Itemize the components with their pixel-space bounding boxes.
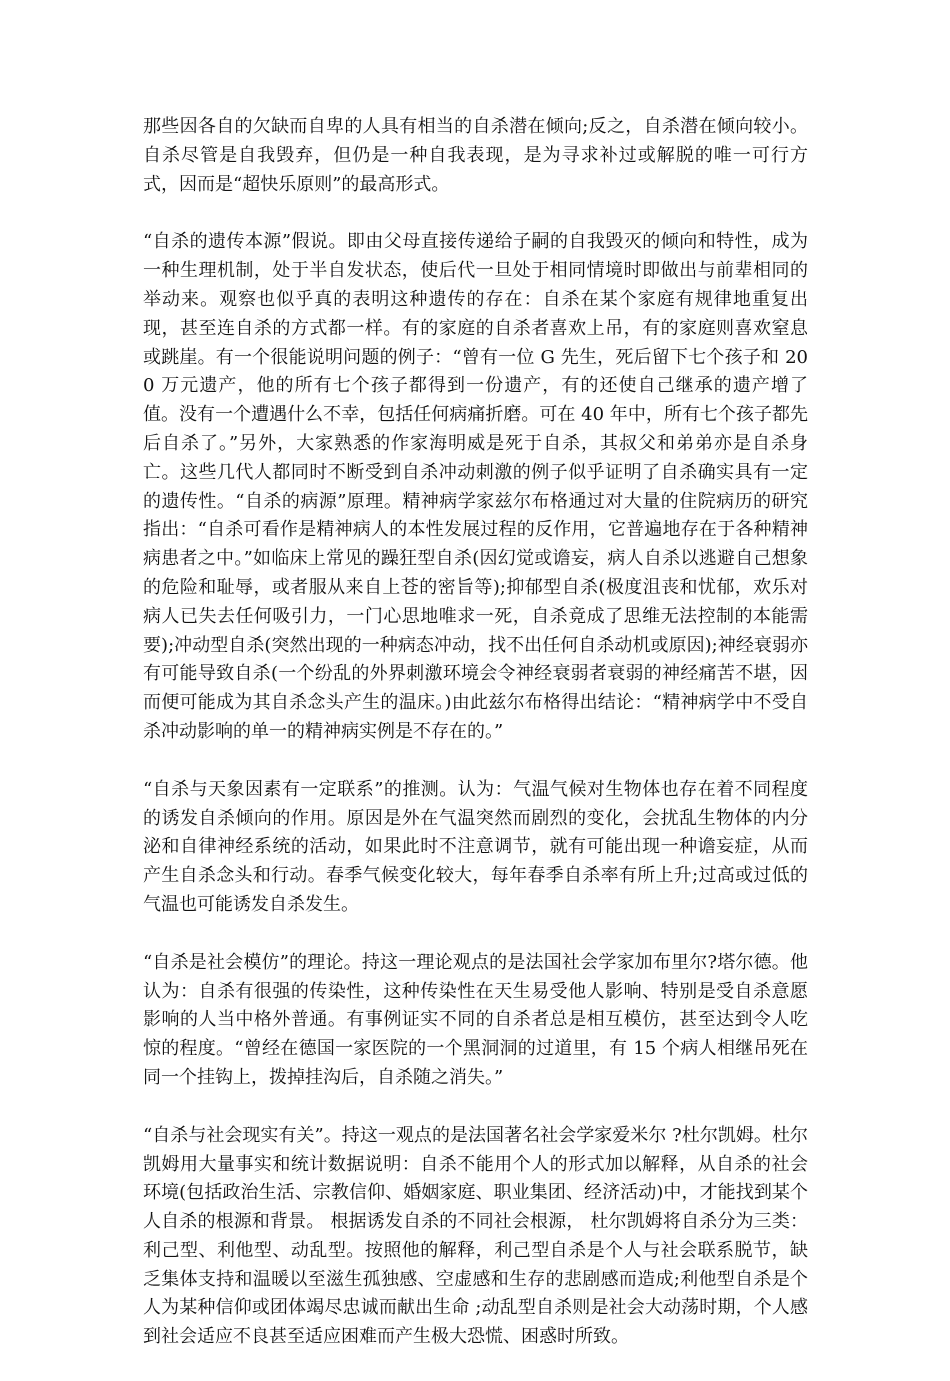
paragraph-social-reality: “自杀与社会现实有关”。持这一观点的是法国著名社会学家爱米尔 ?杜尔凯姆。杜尔凯姆用大量事实和统计数据说明：自杀不能用个人的形式加以解释，从自杀的社会环境(包括政治生活、宗教信仰、婚姻家庭、职业集团、经济活动)中，才能找到某个人自杀的根源和背景。 根据诱发自杀的不同社会根源， 杜尔凯姆将自杀分为三类：利己型、利他型、动乱型。按照他的解释，利己型自杀是个人与社会联系脱节，缺乏集体支持和温暖以至滋生孤独感、空虚感和生存的悲剧感而造成;利他型自杀是个人为某种信仰或团体竭尽忠诚而献出生命 ;动乱型自杀则是社会大动荡时期，个人感到社会适应不良甚至适应困难而产生极大恐慌、困惑时所致。 xyxy=(143,1124,808,1348)
paragraph-climate: “自杀与天象因素有一定联系”的推测。认为：气温气候对生物体也存在着不同程度的诱发自杀倾向的作用。原因是外在气温突然而剧烈的变化，会扰乱生物体的内分泌和自律神经系统的活动，如果此时不注意调节，就有可能出现一种谵妄症，从而产生自杀念头和行动。春季气候变化较大，每年春季自杀率有所上升;过高或过低的气温也可能诱发自杀发生。 xyxy=(143,778,808,915)
document-body xyxy=(143,113,808,1381)
paragraph-heredity-intro: 那些因各自的欠缺而自卑的人具有相当的自杀潜在倾向;反之，自杀潜在倾向较小。自杀尽管是自我毁弃，但仍是一种自我表现，是为寻求补过或解脱的唯一可行方式，因而是“超快乐原则”的最高形式。 xyxy=(143,116,808,195)
paragraph-social-imitation: “自杀是社会模仿”的理论。持这一理论观点的是法国社会学家加布里尔?塔尔德。他认为：自杀有很强的传染性，这种传染性在天生易受他人影响、特别是受自杀意愿影响的人当中格外普通。有事例证实不同的自杀者总是相互模仿，甚至达到令人吃惊的程度。“曾经在德国一家医院的一个黑洞洞的过道里，有 15 个病人相继吊死在同一个挂钩上，拨掉挂沟后，自杀随之消失。” xyxy=(143,951,808,1088)
paragraph-genetic-and-pathology: “自杀的遗传本源”假说。即由父母直接传递给子嗣的自我毁灭的倾向和特性，成为一种生理机制，处于半自发状态，使后代一旦处于相同情境时即做出与前辈相同的举动来。观察也似乎真的表明这种遗传的存在：自杀在某个家庭有规律地重复出现，甚至连自杀的方式都一样。有的家庭的自杀者喜欢上吊，有的家庭则喜欢窒息或跳崖。有一个很能说明问题的例子：“曾有一位 G 先生，死后留下七个孩子和 200 万元遗产，他的所有七个孩子都得到一份遗产，有的还使自己继承的遗产增了值。没有一个遭遇什么不幸，包括任何病痛折磨。可在 40 年中，所有七个孩子都先后自杀了。”另外，大家熟悉的作家海明威是死于自杀，其叔父和弟弟亦是自杀身亡。这些几代人都同时不断受到自杀冲动刺激的例子似乎证明了自杀确实具有一定的遗传性。“自杀的病源”原理。精神病学家兹尔布格通过对大量的住院病历的研究指出：“自杀可看作是精神病人的本性发展过程的反作用，它普遍地存在于各种精神病患者之中。”如临床上常见的躁狂型自杀(因幻觉或谵妄，病人自杀以逃避自己想象的危险和耻辱，或者服从来自上苍的密旨等);抑郁型自杀(极度沮丧和忧郁，欢乐对病人已失去任何吸引力，一门心思地唯求一死，自杀竟成了思维无法控制的本能需要);冲动型自杀(突然出现的一种病态冲动，找不出任何自杀动机或原因);神经衰弱亦有可能导致自杀(一个纷乱的外界刺激环境会令神经衰弱者衰弱的神经痛苦不堪，因而便可能成为其自杀念头产生的温床。)由此兹尔布格得出结论：“精神病学中不受自杀冲动影响的单一的精神病实例是不存在的。” xyxy=(143,231,808,742)
